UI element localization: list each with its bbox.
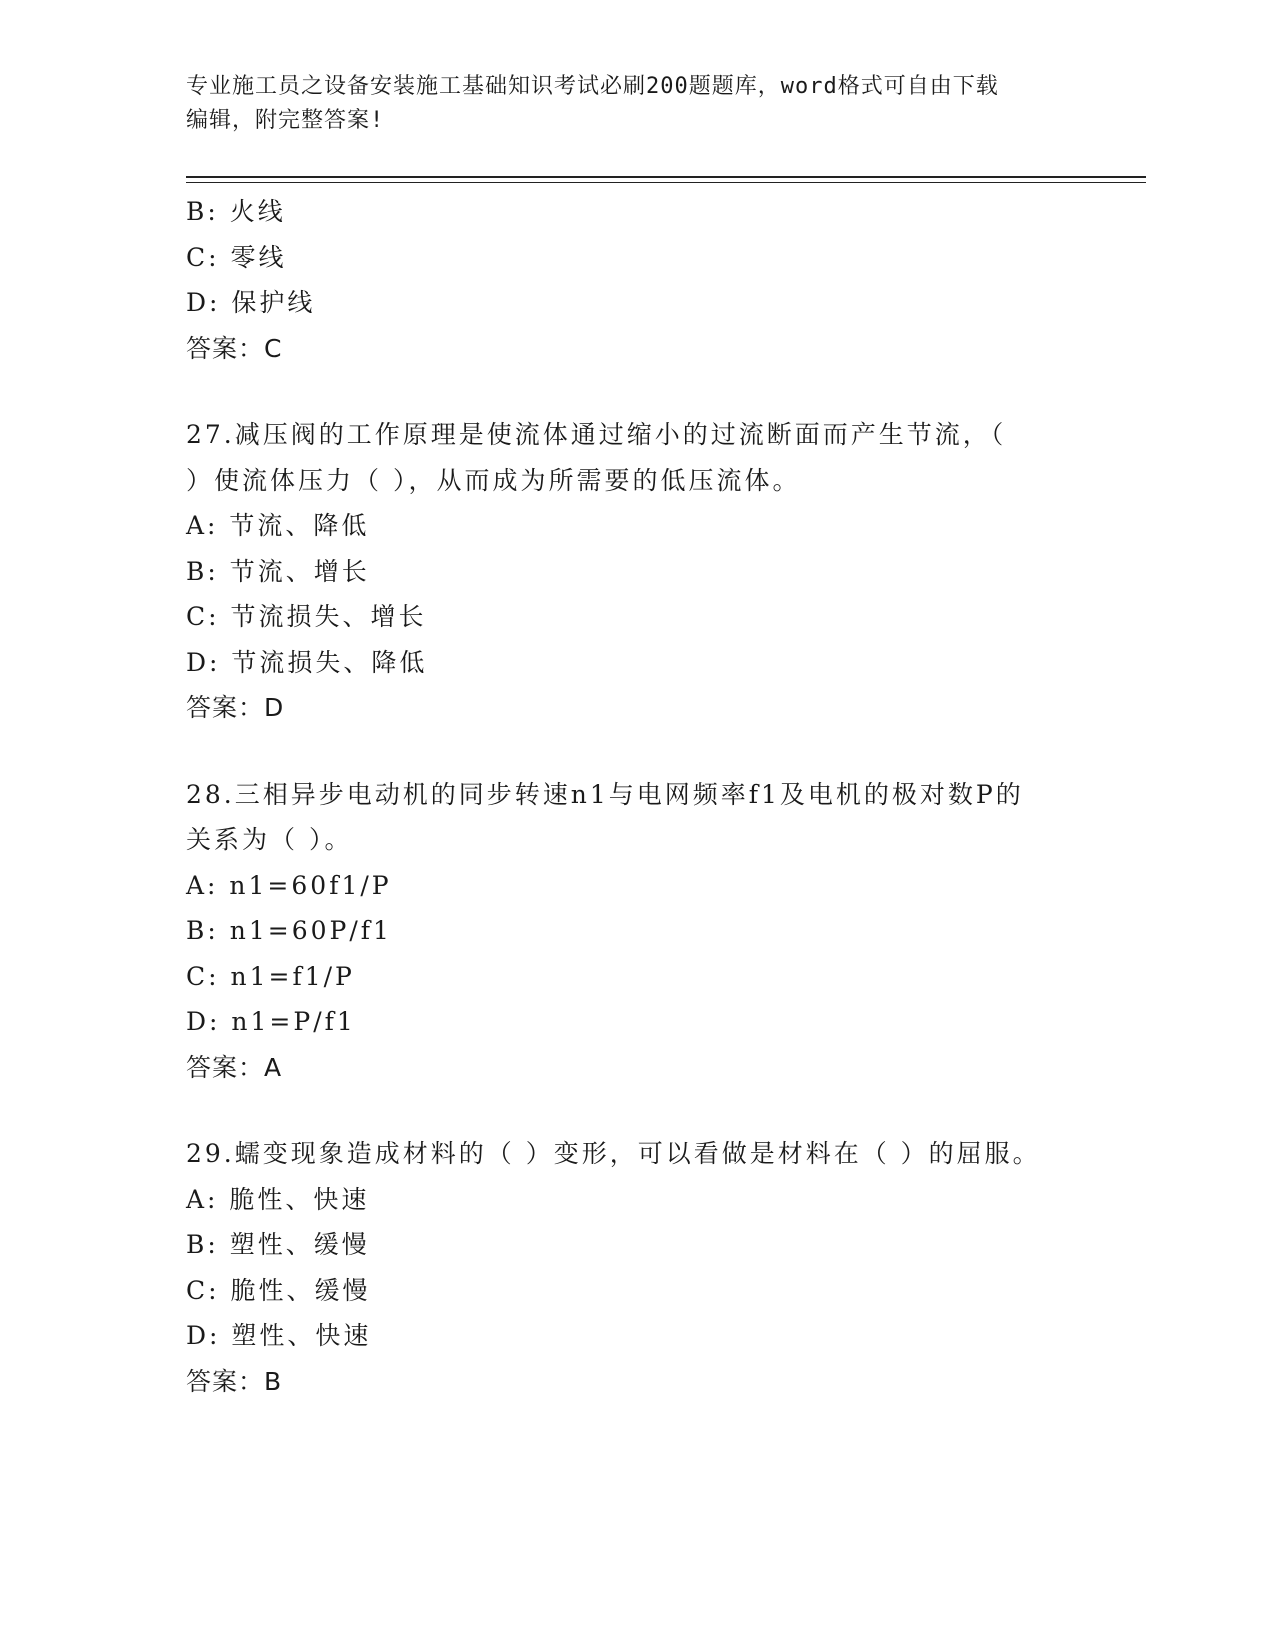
question-29 [186,1131,1086,1404]
header-divider-thick [186,176,1146,178]
option-c: C: 零线 [186,242,287,272]
spacer [186,371,1086,412]
question-stem-line: 关系为（ ）。 [186,825,353,854]
option-b: B: 火线 [186,197,286,226]
question-26-continuation [186,189,1086,371]
question-stem-line: 28.三相异步电动机的同步转速n1与电网频率f1及电机的极对数P的 [186,779,1024,809]
option-a: A: 节流、降低 [186,511,370,540]
question-list [186,189,1086,1404]
option-c: C: n1=f1/P [186,961,355,991]
option-d: D: n1=P/f1 [186,1007,356,1036]
question-28 [186,772,1086,1091]
header-divider-thin [186,182,1146,183]
option-b: B: 塑性、缓慢 [186,1230,370,1259]
question-stem-line: 27.减压阀的工作原理是使流体通过缩小的过流断面而产生节流，（ [186,420,1007,449]
option-d: D: 保护线 [186,288,316,317]
answer-line: 答案：D [186,693,285,722]
header-line-2: 编辑，附完整答案! [186,108,385,133]
option-c: C: 节流损失、增长 [186,602,427,631]
question-stem-line: ）使流体压力（ ），从而成为所需要的低压流体。 [186,465,801,495]
document-header [186,70,1066,138]
option-d: D: 塑性、快速 [186,1321,372,1350]
answer-line: 答案：C [186,333,283,363]
header-line-1: 专业施工员之设备安装施工基础知识考试必刷200题题库，word格式可自由下载 [186,74,999,99]
option-b: B: 节流、增长 [186,556,370,586]
answer-line: 答案：B [186,1366,283,1396]
spacer [186,731,1086,772]
spacer [186,1090,1086,1131]
option-a: A: 脆性、快速 [186,1184,370,1214]
option-d: D: 节流损失、降低 [186,647,428,677]
question-27 [186,412,1086,731]
option-c: C: 脆性、缓慢 [186,1275,371,1305]
option-b: B: n1=60P/f1 [186,916,392,945]
question-stem-line: 29.蠕变现象造成材料的（ ）变形，可以看做是材料在（ ）的屈服。 [186,1139,1041,1168]
option-a: A: n1=60f1/P [186,870,392,900]
answer-line: 答案：A [186,1052,283,1082]
